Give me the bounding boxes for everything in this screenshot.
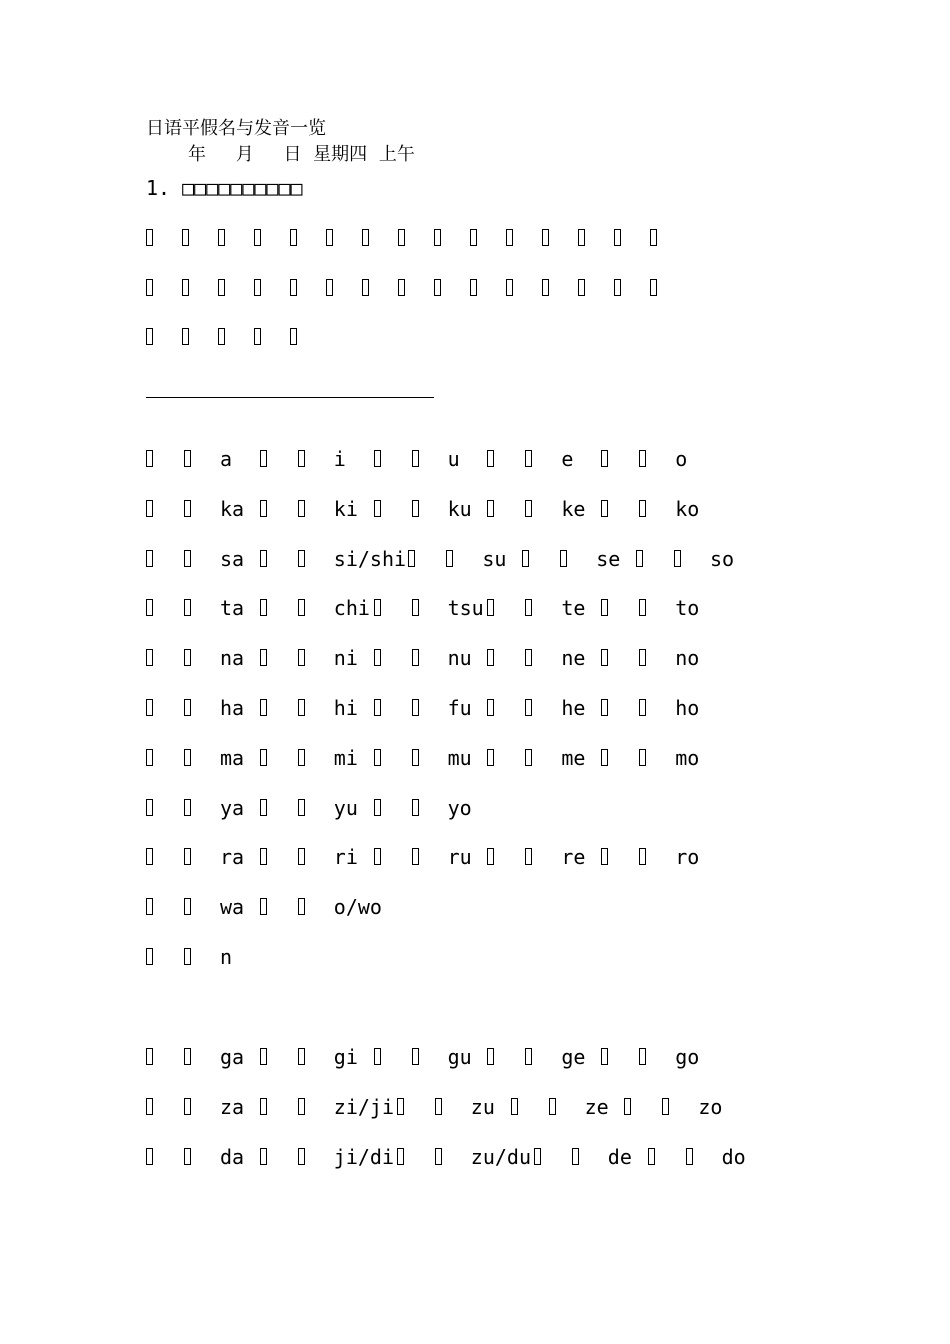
romaji-label: gu <box>447 1045 472 1069</box>
kana-glyph-box <box>298 749 305 766</box>
kana-glyph-box <box>298 699 305 716</box>
kana-glyph-box <box>639 450 646 467</box>
romaji-label: mo <box>675 745 700 770</box>
kana-glyph-box <box>601 699 608 716</box>
kana-glyph-box <box>184 848 191 865</box>
missing-glyph-box <box>146 229 153 246</box>
romaji-label: do <box>721 1144 746 1169</box>
kana-glyph-box <box>260 749 267 766</box>
romaji-label: te <box>561 596 586 621</box>
kana-glyph-box <box>374 848 381 865</box>
missing-glyph-box <box>218 328 225 345</box>
kana-glyph-box <box>374 699 381 716</box>
romaji-label: za <box>220 1094 245 1119</box>
romaji-label: fu <box>447 696 472 720</box>
romaji-label: ri <box>333 845 358 870</box>
missing-glyph-box <box>182 279 189 296</box>
romaji-label: ke <box>561 496 586 521</box>
romaji-label: ku <box>447 496 472 521</box>
kana-glyph-box <box>298 450 305 467</box>
kana-glyph-box <box>549 1098 556 1115</box>
kana-glyph-box <box>487 450 494 467</box>
romaji-label: ge <box>561 1045 586 1069</box>
kana-glyph-box <box>260 1148 267 1165</box>
missing-glyph-box <box>362 279 369 296</box>
romaji-label: tsu <box>447 596 484 621</box>
missing-glyph-box <box>182 229 189 246</box>
romaji-label: zu <box>470 1094 495 1119</box>
romaji-label: si/shi <box>333 546 407 571</box>
kana-glyph-box <box>184 699 191 716</box>
kana-glyph-box <box>374 450 381 467</box>
kana-glyph-box <box>686 1148 693 1165</box>
romaji-label: de <box>607 1144 632 1169</box>
missing-glyph-box <box>542 279 549 296</box>
missing-glyph-box <box>434 279 441 296</box>
kana-glyph-box <box>184 799 191 816</box>
missing-glyph-box <box>326 229 333 246</box>
kana-glyph-box <box>525 848 532 865</box>
kana-glyph-box <box>146 948 153 965</box>
romaji-label: yu <box>333 795 358 820</box>
kana-glyph-box <box>184 649 191 666</box>
kana-glyph-box <box>601 749 608 766</box>
section-heading: 1. □□□□□□□□□□ <box>146 176 303 200</box>
kana-glyph-box <box>298 599 305 616</box>
kana-glyph-box <box>639 699 646 716</box>
romaji-label: ro <box>675 845 700 870</box>
kana-glyph-box <box>374 749 381 766</box>
romaji-label: so <box>710 546 735 571</box>
kana-glyph-box <box>639 649 646 666</box>
missing-glyph-box <box>218 279 225 296</box>
separator-line <box>146 397 434 398</box>
kana-glyph-box <box>511 1098 518 1115</box>
kana-glyph-box <box>298 550 305 567</box>
kana-glyph-box <box>560 550 567 567</box>
missing-glyph-box <box>614 279 621 296</box>
kana-glyph-box <box>146 749 153 766</box>
kana-glyph-box <box>525 1048 532 1065</box>
romaji-label: zi/ji <box>333 1094 395 1119</box>
kana-glyph-box <box>146 799 153 816</box>
kana-glyph-box <box>146 898 153 915</box>
kana-glyph-box <box>397 1098 404 1115</box>
missing-glyph-box <box>470 229 477 246</box>
kana-glyph-box <box>298 649 305 666</box>
kana-glyph-box <box>184 749 191 766</box>
kana-glyph-box <box>298 799 305 816</box>
missing-glyph-box <box>290 328 297 345</box>
romaji-label: ya <box>220 795 245 820</box>
kana-glyph-box <box>601 1048 608 1065</box>
missing-glyph-box <box>218 229 225 246</box>
romaji-label: hi <box>333 696 358 720</box>
romaji-label: u <box>447 447 460 471</box>
kana-glyph-box <box>260 799 267 816</box>
kana-glyph-box <box>374 799 381 816</box>
kana-glyph-box <box>487 848 494 865</box>
kana-glyph-box <box>412 1048 419 1065</box>
kana-glyph-box <box>260 848 267 865</box>
romaji-label: me <box>561 745 586 770</box>
kana-glyph-box <box>374 649 381 666</box>
kana-glyph-box <box>146 450 153 467</box>
romaji-label: ki <box>333 496 358 521</box>
romaji-label: ho <box>675 696 700 720</box>
missing-glyph-box <box>506 279 513 296</box>
kana-glyph-box <box>674 550 681 567</box>
kana-glyph-box <box>298 1048 305 1065</box>
romaji-label: su <box>482 546 507 571</box>
missing-glyph-box <box>398 229 405 246</box>
romaji-label: se <box>596 546 621 571</box>
kana-glyph-box <box>525 749 532 766</box>
romaji-label: zu/du <box>470 1144 532 1169</box>
kana-glyph-box <box>260 1048 267 1065</box>
missing-glyph-box <box>146 279 153 296</box>
kana-glyph-box <box>624 1098 631 1115</box>
kana-glyph-box <box>412 749 419 766</box>
missing-glyph-box <box>434 229 441 246</box>
kana-glyph-box <box>146 1148 153 1165</box>
missing-glyph-box <box>146 328 153 345</box>
kana-glyph-box <box>639 599 646 616</box>
kana-glyph-box <box>601 500 608 517</box>
kana-glyph-box <box>525 450 532 467</box>
kana-glyph-box <box>525 649 532 666</box>
missing-glyph-box <box>254 279 261 296</box>
kana-glyph-box <box>639 500 646 517</box>
kana-glyph-box <box>260 898 267 915</box>
romaji-label: i <box>333 447 346 471</box>
kana-glyph-box <box>639 749 646 766</box>
romaji-label: gi <box>333 1045 358 1069</box>
kana-glyph-box <box>146 550 153 567</box>
kana-glyph-box <box>298 1098 305 1115</box>
kana-glyph-box <box>601 649 608 666</box>
romaji-label: chi <box>333 596 370 621</box>
kana-glyph-box <box>412 599 419 616</box>
romaji-label: no <box>675 646 700 671</box>
kana-glyph-box <box>298 1148 305 1165</box>
kana-glyph-box <box>601 599 608 616</box>
romaji-label: ni <box>333 646 358 671</box>
missing-glyph-box <box>254 229 261 246</box>
kana-glyph-box <box>412 450 419 467</box>
romaji-label: n <box>220 945 233 969</box>
kana-glyph-box <box>260 450 267 467</box>
kana-glyph-box <box>260 699 267 716</box>
romaji-label: ne <box>561 646 586 671</box>
kana-glyph-box <box>534 1148 541 1165</box>
kana-glyph-box <box>639 1048 646 1065</box>
kana-glyph-box <box>435 1098 442 1115</box>
date-line: 年 月 日 星期四 上午 <box>188 144 415 165</box>
romaji-label: go <box>675 1045 700 1069</box>
kana-glyph-box <box>298 898 305 915</box>
missing-glyph-box <box>254 328 261 345</box>
romaji-label: ha <box>220 696 245 720</box>
kana-glyph-box <box>487 599 494 616</box>
kana-glyph-box <box>184 1048 191 1065</box>
kana-glyph-box <box>260 500 267 517</box>
kana-glyph-box <box>412 848 419 865</box>
kana-glyph-box <box>525 500 532 517</box>
missing-glyph-box <box>362 229 369 246</box>
kana-glyph-box <box>184 450 191 467</box>
kana-glyph-box <box>184 599 191 616</box>
romaji-label: o/wo <box>333 895 382 920</box>
kana-glyph-box <box>636 550 643 567</box>
missing-glyph-box <box>470 279 477 296</box>
kana-glyph-box <box>412 699 419 716</box>
kana-glyph-box <box>260 599 267 616</box>
kana-glyph-box <box>298 848 305 865</box>
romaji-label: da <box>220 1144 245 1169</box>
missing-glyph-box <box>326 279 333 296</box>
romaji-label: wa <box>220 895 245 920</box>
kana-glyph-box <box>184 948 191 965</box>
romaji-label: ga <box>220 1045 245 1069</box>
romaji-label: ji/di <box>333 1144 395 1169</box>
romaji-label: nu <box>447 646 472 671</box>
romaji-label: mu <box>447 745 472 770</box>
missing-glyph-box <box>290 279 297 296</box>
kana-glyph-box <box>298 500 305 517</box>
kana-glyph-box <box>184 898 191 915</box>
kana-glyph-box <box>260 1098 267 1115</box>
missing-glyph-box <box>398 279 405 296</box>
kana-glyph-box <box>522 550 529 567</box>
kana-glyph-box <box>146 649 153 666</box>
missing-glyph-box <box>290 229 297 246</box>
kana-glyph-box <box>146 848 153 865</box>
page-title: 日语平假名与发音一览 <box>146 118 326 139</box>
missing-glyph-box <box>578 229 585 246</box>
romaji-label: na <box>220 646 245 671</box>
romaji-label: ko <box>675 496 700 521</box>
kana-glyph-box <box>184 1148 191 1165</box>
romaji-label: yo <box>447 795 472 820</box>
kana-glyph-box <box>648 1148 655 1165</box>
kana-glyph-box <box>487 749 494 766</box>
missing-glyph-box <box>542 229 549 246</box>
kana-glyph-box <box>487 649 494 666</box>
kana-glyph-box <box>146 1048 153 1065</box>
kana-glyph-box <box>146 599 153 616</box>
missing-glyph-box <box>650 229 657 246</box>
kana-glyph-box <box>374 599 381 616</box>
missing-glyph-box <box>614 229 621 246</box>
romaji-label: zo <box>698 1094 723 1119</box>
romaji-label: re <box>561 845 586 870</box>
romaji-label: he <box>561 696 586 720</box>
kana-glyph-box <box>146 1098 153 1115</box>
romaji-label: ru <box>447 845 472 870</box>
kana-glyph-box <box>572 1148 579 1165</box>
kana-glyph-box <box>184 500 191 517</box>
missing-glyph-box <box>182 328 189 345</box>
kana-glyph-box <box>525 599 532 616</box>
kana-glyph-box <box>525 699 532 716</box>
kana-glyph-box <box>397 1148 404 1165</box>
missing-glyph-box <box>578 279 585 296</box>
kana-glyph-box <box>487 699 494 716</box>
kana-glyph-box <box>412 799 419 816</box>
kana-glyph-box <box>601 450 608 467</box>
kana-glyph-box <box>412 649 419 666</box>
kana-glyph-box <box>184 1098 191 1115</box>
kana-glyph-box <box>260 649 267 666</box>
romaji-label: mi <box>333 745 358 770</box>
missing-glyph-box <box>650 279 657 296</box>
romaji-label: ma <box>220 745 245 770</box>
kana-glyph-box <box>487 500 494 517</box>
romaji-label: to <box>675 596 700 621</box>
romaji-label: o <box>675 447 688 471</box>
kana-glyph-box <box>184 550 191 567</box>
kana-glyph-box <box>487 1048 494 1065</box>
kana-glyph-box <box>601 848 608 865</box>
missing-glyph-box <box>506 229 513 246</box>
kana-glyph-box <box>639 848 646 865</box>
kana-glyph-box <box>146 699 153 716</box>
kana-glyph-box <box>446 550 453 567</box>
romaji-label: a <box>220 447 233 471</box>
romaji-label: e <box>561 447 574 471</box>
kana-glyph-box <box>662 1098 669 1115</box>
kana-glyph-box <box>260 550 267 567</box>
kana-glyph-box <box>146 500 153 517</box>
kana-glyph-box <box>374 1048 381 1065</box>
kana-glyph-box <box>435 1148 442 1165</box>
romaji-label: ka <box>220 496 245 521</box>
romaji-label: ze <box>584 1094 609 1119</box>
kana-glyph-box <box>374 500 381 517</box>
romaji-label: ta <box>220 596 245 621</box>
kana-glyph-box <box>412 500 419 517</box>
romaji-label: ra <box>220 845 245 870</box>
romaji-label: sa <box>220 546 245 571</box>
kana-glyph-box <box>408 550 415 567</box>
